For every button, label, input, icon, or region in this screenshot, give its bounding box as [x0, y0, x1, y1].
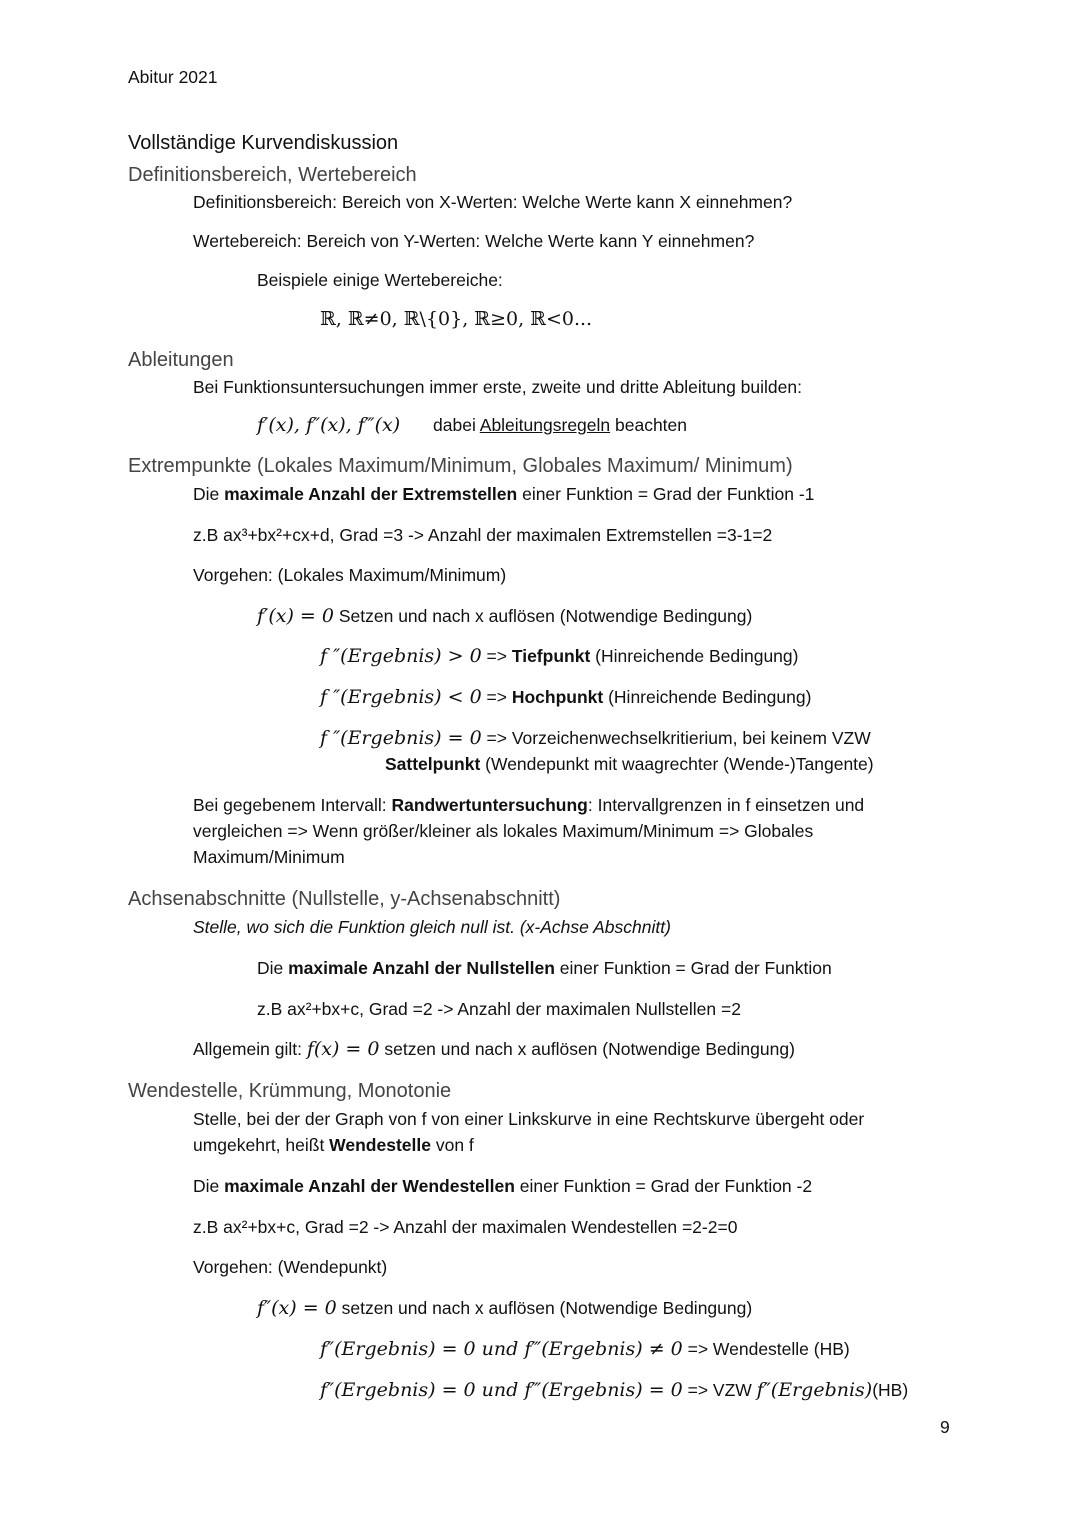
nullstellen-allgemein: Allgemein gilt: f(x) = 0 setzen und nach x auflösen (Notwendige Bedingung) [193, 1038, 795, 1060]
extrem-tiefpunkt: f ″(Ergebnis) > 0 => Tiefpunkt (Hinreichende Bedingung) [320, 645, 799, 667]
extrem-sattelpunkt: Sattelpunkt (Wendepunkt mit waagrechter (Wende-)Tangente) [385, 754, 874, 774]
wende-hinreichend: f″(Ergebnis) = 0 und f‴(Ergebnis) ≠ 0 => Wendestelle (HB) [320, 1338, 850, 1360]
randwert-line-1: Bei gegebenem Intervall: Randwertuntersuchung: Intervallgrenzen in f einsetzen und [193, 795, 865, 815]
page-header: Abitur 2021 [128, 67, 218, 87]
ableitungen-note-post: beachten [610, 415, 688, 435]
ableitungen-formula-line [257, 414, 687, 436]
ableitungsregeln-link[interactable]: Ableitungsregeln [479, 415, 611, 435]
beispiele-text: Beispiele einige Wertebereiche: [257, 270, 503, 290]
extrem-vzw: f ″(Ergebnis) = 0 => Vorzeichenwechselkritierium, bei keinem VZW [320, 727, 871, 749]
definitionsbereich-text: Definitionsbereich: Bereich von X-Werten: Welche Werte kann X einnehmen? [193, 192, 793, 212]
section-heading-extrempunkte: Extrempunkte (Lokales Maximum/Minimum, Globales Maximum/ Minimum) [128, 455, 793, 477]
section-heading-wendestelle: Wendestelle, Krümmung, Monotonie [128, 1080, 452, 1102]
section-heading-definitionsbereich: Definitionsbereich, Wertebereich [128, 164, 417, 186]
wendestelle-definition-1: Stelle, bei der der Graph von f von einer Linkskurve in eine Rechtskurve übergeht oder [193, 1109, 865, 1129]
wende-vzw: f″(Ergebnis) = 0 und f‴(Ergebnis) = 0 => VZW f″(Ergebnis)(HB) [320, 1379, 909, 1401]
wendestellen-anzahl: Die maximale Anzahl der Wendestellen einer Funktion = Grad der Funktion -2 [193, 1176, 813, 1196]
wertebereich-sets: ℝ, ℝ≠0, ℝ\{0}, ℝ≥0, ℝ<0... [320, 308, 593, 330]
extremstellen-beispiel: z.B ax³+bx²+cx+d, Grad =3 -> Anzahl der maximalen Extremstellen =3-1=2 [193, 525, 773, 545]
nullstellen-beispiel: z.B ax²+bx+c, Grad =2 -> Anzahl der maximalen Nullstellen =2 [257, 999, 741, 1019]
extremstellen-anzahl: Die maximale Anzahl der Extremstellen einer Funktion = Grad der Funktion -1 [193, 484, 815, 504]
wertebereich-text: Wertebereich: Bereich von Y-Werten: Welche Werte kann Y einnehmen? [193, 231, 755, 251]
extremstellen-vorgehen: Vorgehen: (Lokales Maximum/Minimum) [193, 565, 507, 585]
section-heading-ableitungen: Ableitungen [128, 349, 234, 371]
nullstelle-definition: Stelle, wo sich die Funktion gleich null ist. (x-Achse Abschnitt) [193, 917, 671, 937]
ableitungen-note-pre: dabei [433, 415, 480, 435]
ableitungen-text: Bei Funktionsuntersuchungen immer erste, zweite und dritte Ableitung builden: [193, 377, 802, 397]
wendestellen-beispiel: z.B ax²+bx+c, Grad =2 -> Anzahl der maximalen Wendestellen =2-2=0 [193, 1217, 738, 1237]
extrem-hochpunkt: f ″(Ergebnis) < 0 => Hochpunkt (Hinreichende Bedingung) [320, 686, 812, 708]
extrem-notwendige-bedingung: f′(x) = 0 Setzen und nach x auflösen (Notwendige Bedingung) [257, 605, 753, 627]
randwert-line-3: Maximum/Minimum [193, 847, 345, 867]
ableitungen-formula: f′(x), f″(x), f‴(x) [257, 414, 401, 436]
wende-notwendige-bedingung: f″(x) = 0 setzen und nach x auflösen (Notwendige Bedingung) [257, 1297, 753, 1319]
wendestellen-vorgehen: Vorgehen: (Wendepunkt) [193, 1257, 388, 1277]
nullstellen-anzahl: Die maximale Anzahl der Nullstellen einer Funktion = Grad der Funktion [257, 958, 832, 978]
wendestelle-definition-2: umgekehrt, heißt Wendestelle von f [193, 1135, 474, 1155]
page-number: 9 [940, 1417, 950, 1437]
randwert-line-2: vergleichen => Wenn größer/kleiner als lokales Maximum/Minimum => Globales [193, 821, 814, 841]
section-heading-achsenabschnitte: Achsenabschnitte (Nullstelle, y-Achsenabschnitt) [128, 888, 561, 910]
document-title: Vollständige Kurvendiskussion [128, 132, 399, 154]
